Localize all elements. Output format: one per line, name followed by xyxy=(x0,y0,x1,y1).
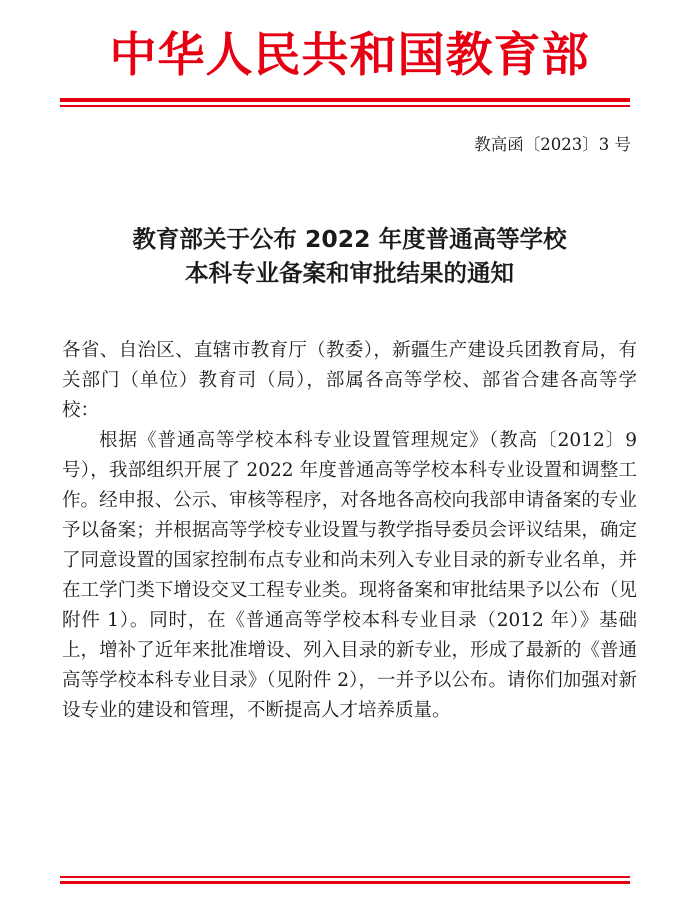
salutation: 各省、自治区、直辖市教育厅（教委），新疆生产建设兵团教育局，有关部门（单位）教育司（局），部属各高等学校、部省合建各高等学校： xyxy=(62,340,637,421)
footer-thick-rule xyxy=(60,881,630,884)
ministry-header-title: 中华人民共和国教育部 xyxy=(109,28,590,83)
footer-thin-rule xyxy=(60,876,630,878)
header-thin-rule xyxy=(60,105,630,107)
document-number: 教高函〔2023〕3 号 xyxy=(474,135,631,154)
notice-body xyxy=(62,336,637,726)
notice-title xyxy=(0,222,699,290)
body-paragraph: 根据《普通高等学校本科专业设置管理规定》（教高〔2012〕9 号），我部组织开展了 2022 年度普通高等学校本科专业设置和调整工作。经申报、公示、审核等程序，对各地各高校向我部申请备案的专业予以备案；并根据高等学校专业设置与教学指导委员会评议结果，确定了同意设置的国家控制布点专业和尚未列入专业目录的新专业名单，并在工学门类下增设交叉工程专业类。现将备案和审批结果予以公布（见附件 1）。同时，在《普通高等学校本科专业目录（2012 年）》基础上，增补了近年来批准增设、列入目录的新专业，形成了最新的《普通高等学校本科专业目录》（见附件 2），一并予以公布。请你们加强对新设专业的建设和管理，不断提高人才培养质量。 xyxy=(62,430,637,721)
header-thick-rule xyxy=(60,98,630,102)
notice-title-line-1: 教育部关于公布 2022 年度普通高等学校 xyxy=(132,225,567,253)
notice-title-line-2: 本科专业备案和审批结果的通知 xyxy=(185,259,514,287)
